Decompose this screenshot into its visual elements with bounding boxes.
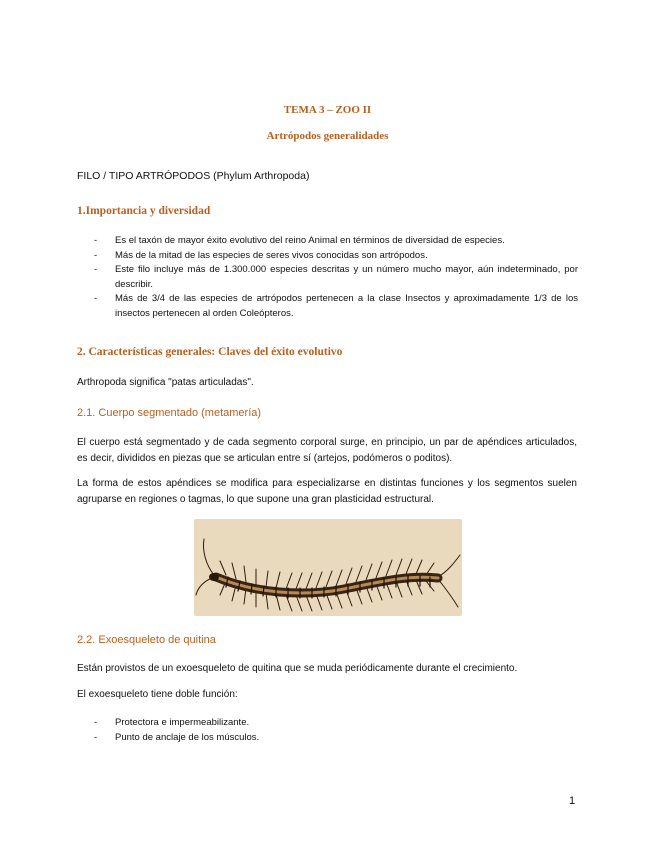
subsection-2-2-heading: 2.2. Exoesqueleto de quitina bbox=[77, 634, 216, 646]
subsection-2-1-heading: 2.1. Cuerpo segmentado (metamería) bbox=[77, 407, 262, 419]
section-1-heading: 1.Importancia y diversidad bbox=[77, 205, 211, 217]
list-item: - Más de la mitad de las especies de seres vivos conocidas son artrópodos. bbox=[94, 249, 578, 264]
document-subtitle: Artrópodos generalidades bbox=[266, 130, 389, 142]
section-2-heading: 2. Características generales: Claves del éxito evolutivo bbox=[77, 346, 343, 358]
segmented-body-paragraph: El cuerpo está segmentado y de cada segmento corporal surge, en principio, un par de apéndices articulados, es decir, divididos en piezas que se articulan entre sí (artejos, podómeros o poditos). bbox=[77, 437, 577, 464]
arthropoda-meaning: Arthropoda significa "patas articuladas". bbox=[77, 377, 254, 388]
phylum-line: FILO / TIPO ARTRÓPODOS (Phylum Arthropoda) bbox=[77, 170, 310, 182]
centipede-illustration bbox=[194, 519, 462, 616]
document-title: TEMA 3 – ZOO II bbox=[283, 104, 372, 116]
exoskeleton-function-intro: El exoesqueleto tiene doble función: bbox=[77, 689, 238, 700]
page-number: 1 bbox=[569, 795, 576, 807]
list-item: - Protectora e impermeabilizante. bbox=[94, 716, 578, 731]
exoskeleton-functions-list bbox=[94, 716, 578, 745]
diversity-list bbox=[94, 234, 578, 321]
list-item: - Este filo incluye más de 1.300.000 especies descritas y un número mucho mayor, aún indeterminado, por describir. bbox=[94, 263, 578, 292]
list-item: - Es el taxón de mayor éxito evolutivo del reino Animal en términos de diversidad de especies. bbox=[94, 234, 578, 249]
list-item: - Punto de anclaje de los músculos. bbox=[94, 731, 578, 746]
list-item: - Más de 3/4 de las especies de artrópodos pertenecen a la clase Insectos y aproximadamente 1/3 de los insectos pertenecen al orden Coleópteros. bbox=[94, 292, 578, 321]
exoskeleton-paragraph: Están provistos de un exoesqueleto de quitina que se muda periódicamente durante el crecimiento. bbox=[77, 663, 518, 674]
appendages-paragraph: La forma de estos apéndices se modifica para especializarse en distintas funciones y los segmentos suelen agruparse en regiones o tagmas, lo que supone una gran plasticidad estructural. bbox=[77, 478, 577, 505]
